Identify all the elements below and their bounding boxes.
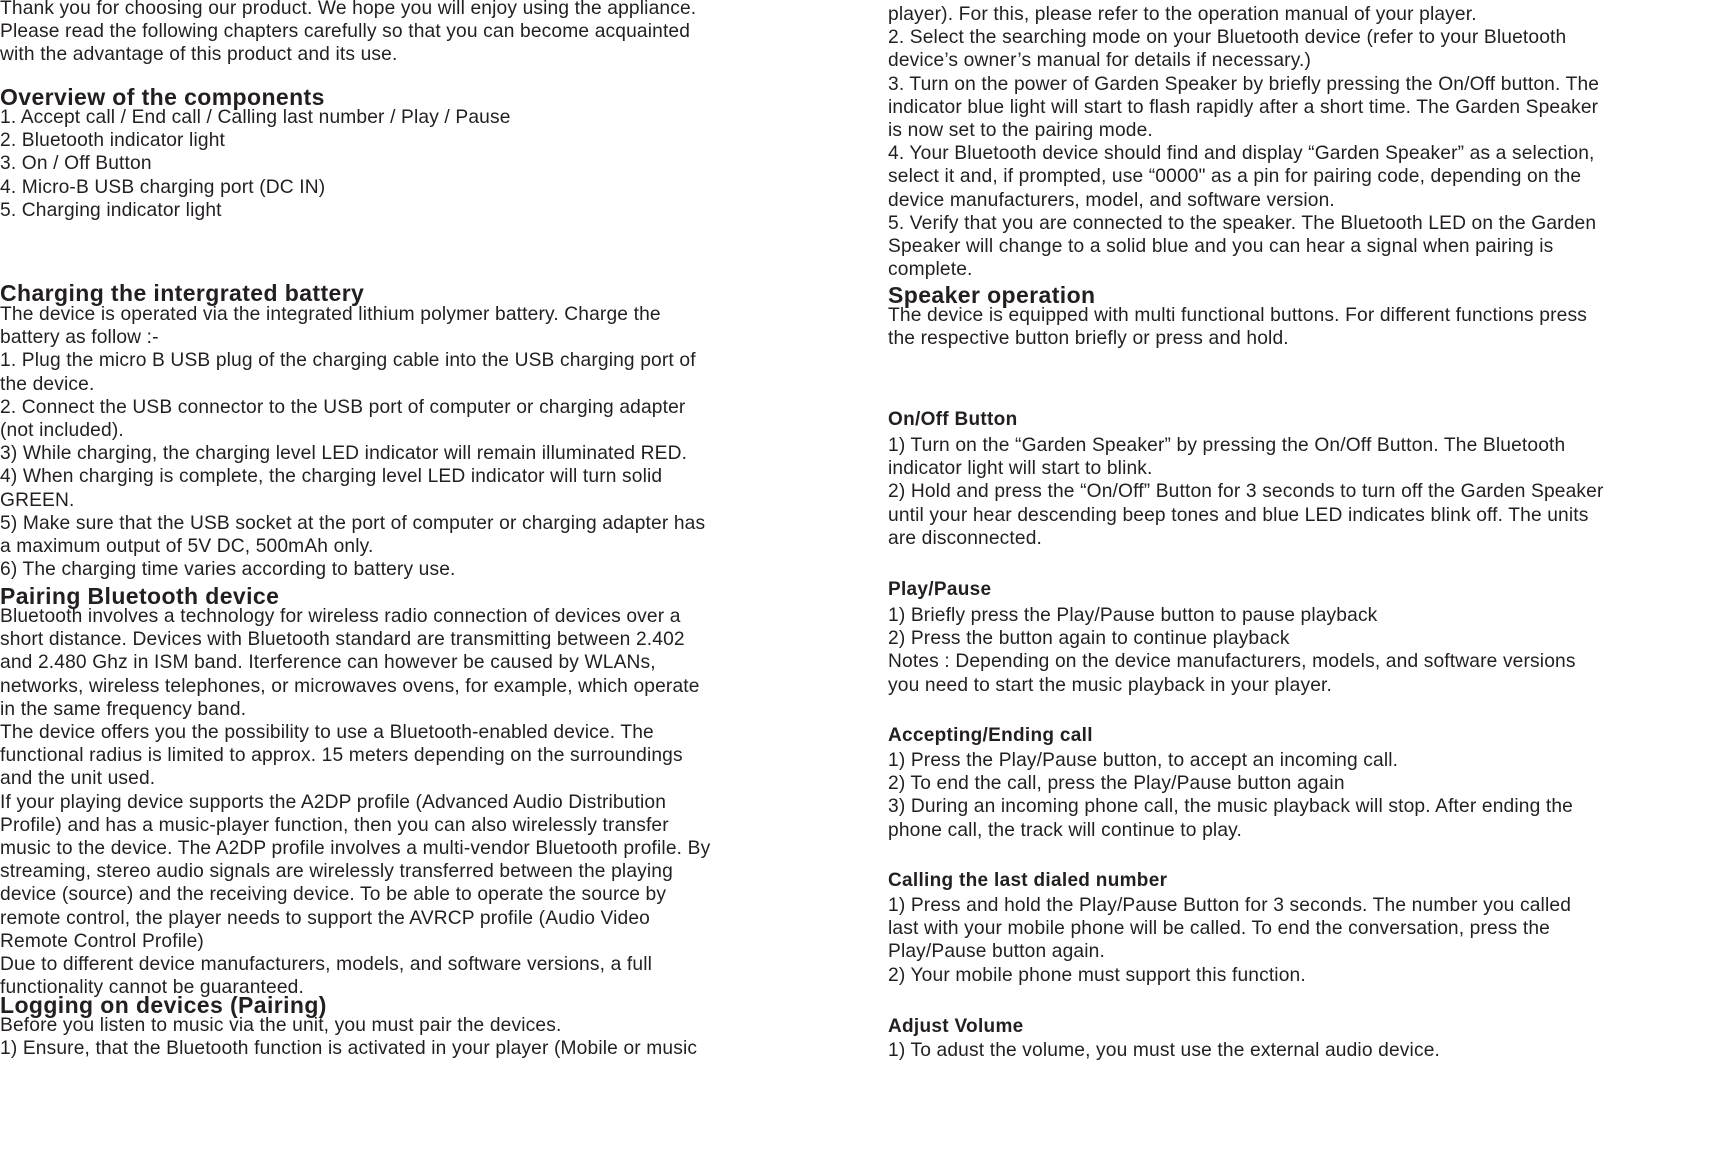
text-line: (not included).: [0, 420, 124, 442]
volume-heading: Adjust Volume: [888, 1016, 1024, 1037]
text-line: streaming, stereo audio signals are wirelessly transferred between the playing: [0, 861, 673, 883]
text-line: 2) Your mobile phone must support this function.: [888, 964, 1306, 986]
text-line: music to the device. The A2DP profile involves a multi-vendor Bluetooth profile. By: [0, 838, 711, 860]
text-line: and 2.480 Ghz in ISM band. Iterference can however be caused by WLANs,: [0, 652, 656, 674]
text-line: Thank you for choosing our product. We hope you will enjoy using the appliance.: [0, 0, 697, 19]
charging-heading: Charging the intergrated battery: [0, 280, 365, 306]
text-line: the device.: [0, 373, 95, 395]
text-line: 1. Plug the micro B USB plug of the charging cable into the USB charging port of: [0, 350, 696, 372]
text-line: in the same frequency band.: [0, 698, 247, 720]
text-line: 5. Verify that you are connected to the speaker. The Bluetooth LED on the Garden: [888, 212, 1597, 234]
text-line: 4. Micro-B USB charging port (DC IN): [0, 176, 326, 198]
text-line: last with your mobile phone will be called. To end the conversation, press the: [888, 918, 1550, 940]
text-line: until your hear descending beep tones and blue LED indicates blink off. The units: [888, 504, 1589, 526]
onoff-heading: On/Off Button: [888, 409, 1018, 430]
text-line: a maximum output of 5V DC, 500mAh only.: [0, 536, 374, 558]
text-line: Due to different device manufacturers, models, and software versions, a full: [0, 954, 653, 976]
volume-text: [888, 1039, 1440, 1062]
text-line: select it and, if prompted, use “0000" as a pin for pairing code, depending on the: [888, 166, 1582, 188]
text-line: functional radius is limited to approx. 15 meters depending on the surroundings: [0, 745, 683, 767]
text-line: 2) To end the call, press the Play/Pause button again: [888, 773, 1345, 795]
text-line: 3. Turn on the power of Garden Speaker by briefly pressing the On/Off button. The: [888, 73, 1600, 95]
text-line: 1) Press and hold the Play/Pause Button for 3 seconds. The number you called: [888, 895, 1572, 916]
text-line: Profile) and has a music-player function, then you can also wirelessly transfer: [0, 814, 669, 836]
text-line: complete.: [888, 259, 973, 281]
text-line: 5. Charging indicator light: [0, 199, 222, 221]
text-line: The device is operated via the integrated lithium polymer battery. Charge the: [0, 304, 661, 325]
logging-heading: Logging on devices (Pairing): [0, 992, 327, 1018]
text-line: 1) Ensure, that the Bluetooth function is activated in your player (Mobile or music: [0, 1038, 698, 1060]
text-line: indicator light will start to blink.: [888, 458, 1153, 480]
text-line: 6) The charging time varies according to battery use.: [0, 559, 456, 581]
speaker-operation-heading: Speaker operation: [888, 282, 1096, 308]
calling-text: [888, 894, 1571, 987]
text-line: 1. Accept call / End call / Calling last number / Play / Pause: [0, 107, 511, 128]
text-line: indicator blue light will start to flash rapidly after a short time. The Garden Speaker: [888, 96, 1599, 118]
speaker-operation-text: [888, 304, 1587, 350]
text-line: battery as follow :-: [0, 327, 159, 349]
text-line: 5) Make sure that the USB socket at the port of computer or charging adapter has: [0, 512, 706, 534]
text-line: device (source) and the receiving device. To be able to operate the source by: [0, 884, 667, 906]
text-line: 1) Turn on the “Garden Speaker” by pressing the On/Off Button. The Bluetooth: [888, 435, 1566, 456]
text-line: short distance. Devices with Bluetooth standard are transmitting between 2.402: [0, 629, 685, 651]
text-line: remote control, the player needs to support the AVRCP profile (Audio Video: [0, 907, 650, 929]
text-line: 1) Press the Play/Pause button, to accept an incoming call.: [888, 750, 1399, 771]
calling-heading: Calling the last dialed number: [888, 870, 1168, 891]
text-line: The device offers you the possibility to use a Bluetooth-enabled device. The: [0, 722, 654, 744]
text-line: 4. Your Bluetooth device should find and display “Garden Speaker” as a selection,: [888, 143, 1595, 165]
intro-paragraph: [0, 0, 696, 67]
text-line: the respective button briefly or press and hold.: [888, 328, 1289, 350]
text-line: 1) Briefly press the Play/Pause button to pause playback: [888, 605, 1378, 626]
playpause-heading: Play/Pause: [888, 579, 992, 600]
text-line: you need to start the music playback in your player.: [888, 674, 1333, 696]
text-line: 3. On / Off Button: [0, 153, 152, 175]
text-line: 2. Bluetooth indicator light: [0, 130, 225, 152]
pairing-text: [0, 605, 710, 999]
text-line: 2) Press the button again to continue playback: [888, 628, 1290, 650]
text-line: Notes : Depending on the device manufacturers, models, and software versions: [888, 651, 1576, 673]
text-line: are disconnected.: [888, 527, 1043, 549]
text-line: device’s owner’s manual for details if necessary.): [888, 50, 1312, 72]
pairing-steps-continued: [888, 3, 1599, 281]
text-line: device manufacturers, model, and software version.: [888, 189, 1335, 211]
text-line: phone call, the track will continue to play.: [888, 819, 1242, 841]
accepting-text: [888, 749, 1573, 842]
text-line: 3) During an incoming phone call, the music playback will stop. After ending the: [888, 796, 1573, 818]
charging-text: [0, 303, 705, 581]
text-line: Before you listen to music via the unit, you must pair the devices.: [0, 1015, 562, 1036]
text-line: with the advantage of this product and its use.: [0, 44, 398, 66]
logging-text: [0, 1014, 697, 1060]
text-line: 1) To adust the volume, you must use the external audio device.: [888, 1040, 1440, 1061]
text-line: GREEN.: [0, 489, 75, 511]
text-line: networks, wireless telephones, or microwaves ovens, for example, which operate: [0, 675, 700, 697]
text-line: 2) Hold and press the “On/Off” Button for 3 seconds to turn off the Garden Speaker: [888, 481, 1604, 503]
onoff-text: [888, 434, 1604, 550]
text-line: 2. Connect the USB connector to the USB port of computer or charging adapter: [0, 396, 686, 418]
text-line: Remote Control Profile): [0, 930, 204, 952]
text-line: 4) When charging is complete, the charging level LED indicator will turn solid: [0, 466, 663, 488]
text-line: If your playing device supports the A2DP profile (Advanced Audio Distribution: [0, 791, 667, 813]
text-line: player). For this, please refer to the operation manual of your player.: [888, 4, 1477, 25]
overview-heading: Overview of the components: [0, 84, 325, 110]
text-line: 2. Select the searching mode on your Bluetooth device (refer to your Bluetooth: [888, 27, 1567, 49]
text-line: is now set to the pairing mode.: [888, 120, 1153, 142]
accepting-heading: Accepting/Ending call: [888, 725, 1093, 746]
text-line: Please read the following chapters carefully so that you can become acquainted: [0, 21, 691, 43]
overview-list: [0, 106, 511, 222]
playpause-text: [888, 604, 1576, 697]
text-line: functionality cannot be guaranteed.: [0, 977, 304, 999]
text-line: The device is equipped with multi functional buttons. For different functions press: [888, 305, 1587, 326]
text-line: Bluetooth involves a technology for wireless radio connection of devices over a: [0, 606, 681, 627]
text-line: and the unit used.: [0, 768, 156, 790]
text-line: 3) While charging, the charging level LED indicator will remain illuminated RED.: [0, 443, 688, 465]
text-line: Speaker will change to a solid blue and you can hear a signal when pairing is: [888, 236, 1554, 258]
pairing-heading: Pairing Bluetooth device: [0, 583, 280, 609]
text-line: Play/Pause button again.: [888, 941, 1105, 963]
